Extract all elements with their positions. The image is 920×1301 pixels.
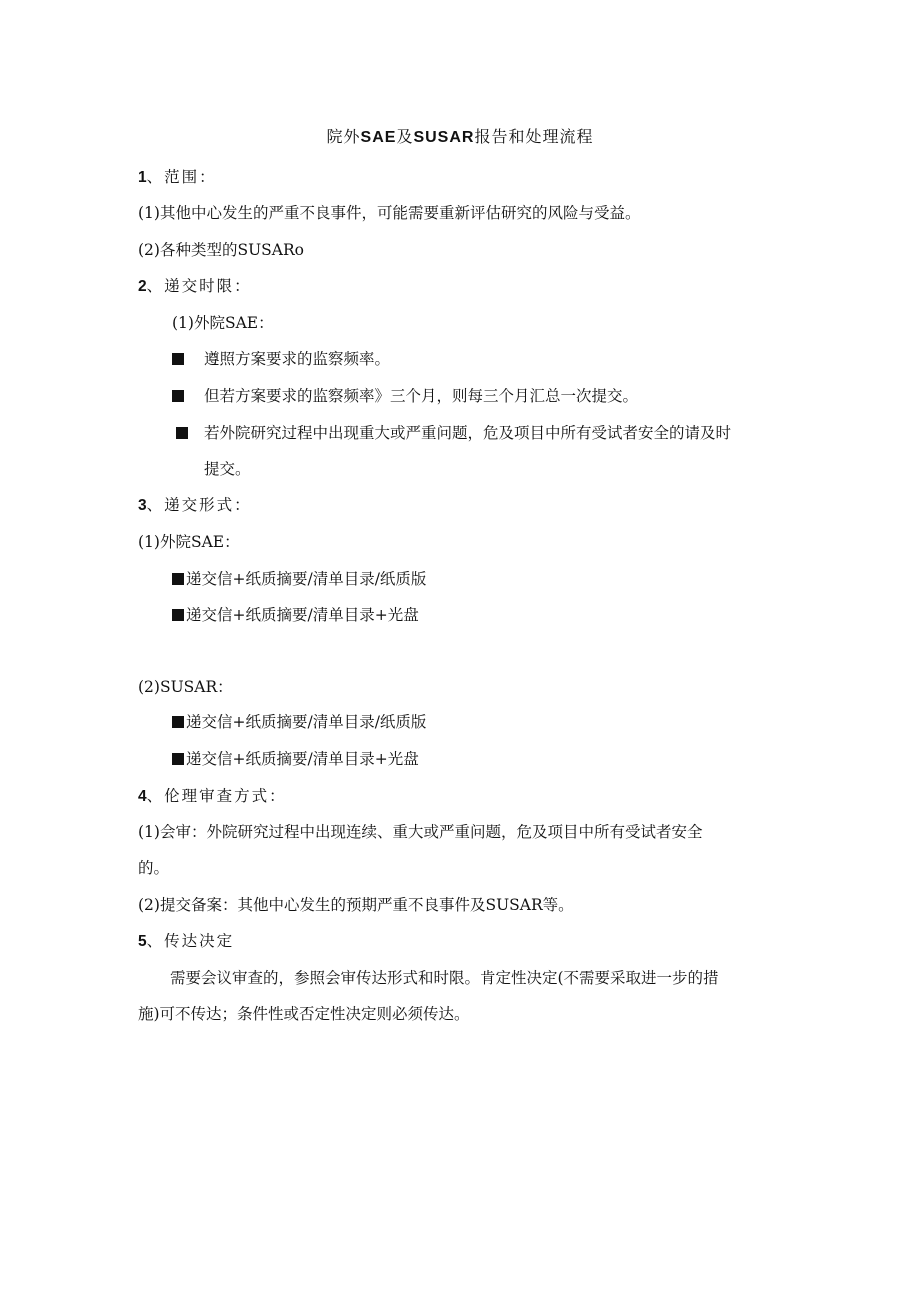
- square-bullet-icon: [172, 573, 184, 585]
- format-sae-bullet-2: 递交信+纸质摘要/清单目录+光盘: [172, 604, 419, 626]
- title-suffix: 报告和处理流程: [474, 127, 594, 146]
- review-line-2: 的。: [138, 859, 170, 877]
- format-susar-bullet-1: 递交信+纸质摘要/清单目录/纸质版: [172, 711, 426, 733]
- section-heading-deadline: 2、递交时限：: [138, 277, 252, 295]
- scope-item-1: (1)其他中心发生的严重不良事件，可能需要重新评估研究的风险与受益。: [138, 204, 641, 222]
- deadline-sub-label: (1)外院SAE：: [172, 314, 274, 332]
- square-bullet-icon: [172, 716, 184, 728]
- deadline-bullet-3-continuation: 提交。: [204, 460, 251, 478]
- title-sae: SAE: [360, 129, 397, 146]
- title-susar: SUSAR: [413, 129, 475, 146]
- section-heading-scope: 1、范围：: [138, 168, 217, 186]
- square-bullet-icon: [172, 353, 184, 365]
- format-sae-label: (1)外院SAE：: [138, 533, 240, 551]
- format-susar-bullet-2: 递交信+纸质摘要/清单目录+光盘: [172, 748, 419, 770]
- decision-line-1: 需要会议审查的，参照会审传达形式和时限。肯定性决定(不需要采取进一步的措: [170, 969, 719, 987]
- section-heading-review: 4、伦理审查方式：: [138, 787, 287, 805]
- section-heading-format: 3、递交形式：: [138, 496, 252, 514]
- document-title: [0, 126, 920, 149]
- section-heading-decision: 5、传达决定: [138, 932, 235, 950]
- square-bullet-icon: [172, 390, 184, 402]
- title-prefix: 院外: [326, 127, 361, 146]
- deadline-bullet-1: 遵照方案要求的监察频率。: [172, 348, 390, 370]
- decision-line-2: 施)可不传达；条件性或否定性决定则必须传达。: [138, 1005, 470, 1023]
- title-middle: 及: [396, 127, 414, 146]
- format-sae-bullet-1: 递交信+纸质摘要/清单目录/纸质版: [172, 568, 426, 590]
- deadline-bullet-3: 若外院研究过程中出现重大或严重问题，危及项目中所有受试者安全的请及时: [176, 422, 731, 444]
- format-susar-label: (2)SUSAR：: [138, 678, 233, 696]
- scope-item-2: (2)各种类型的SUSARo: [138, 241, 304, 259]
- review-line-1: (1)会审：外院研究过程中出现连续、重大或严重问题，危及项目中所有受试者安全: [138, 823, 703, 841]
- square-bullet-icon: [172, 753, 184, 765]
- deadline-bullet-2: 但若方案要求的监察频率》三个月，则每三个月汇总一次提交。: [172, 385, 638, 407]
- square-bullet-icon: [172, 609, 184, 621]
- square-bullet-icon: [176, 427, 188, 439]
- review-line-3: (2)提交备案：其他中心发生的预期严重不良事件及SUSAR等。: [138, 896, 574, 914]
